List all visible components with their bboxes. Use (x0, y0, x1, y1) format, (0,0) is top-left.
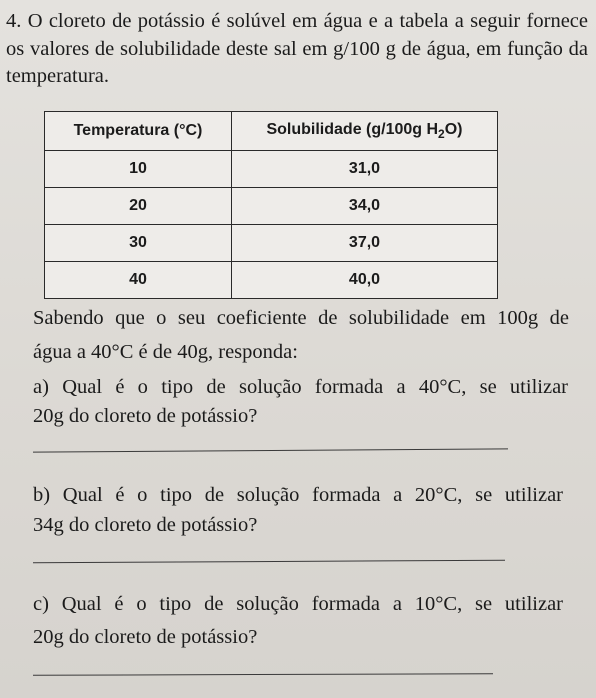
table-header-row (45, 112, 498, 151)
temperature-cell: 30 (45, 225, 232, 262)
table-row (45, 262, 498, 299)
item-a-line-1: a) Qual é o tipo de solução formada a 40°C, se utilizar (33, 376, 568, 398)
solubility-cell: 31,0 (232, 151, 498, 188)
question-intro: 4. O cloreto de potássio é solúvel em água e a tabela a seguir fornece os valores de solubilidade deste sal em g/100 g de água, em função da temperatura. (6, 10, 588, 87)
header-temperature: Temperatura (°C) (45, 112, 232, 151)
item-c-line-1: c) Qual é o tipo de solução formada a 10°C, se utilizar (33, 593, 563, 615)
solubility-cell: 37,0 (232, 225, 498, 262)
table-row (45, 225, 498, 262)
answer-line-c (33, 673, 493, 676)
context-line-1: Sabendo que o seu coeficiente de solubilidade em 100g de (33, 307, 569, 329)
solubility-cell: 34,0 (232, 188, 498, 225)
temperature-cell: 40 (45, 262, 232, 299)
solubility-cell: 40,0 (232, 262, 498, 299)
table-row (45, 151, 498, 188)
temperature-cell: 10 (45, 151, 232, 188)
temperature-cell: 20 (45, 188, 232, 225)
answer-line-a (33, 448, 508, 452)
item-c-line-2: 20g do cloreto de potássio? (33, 626, 258, 648)
table-row (45, 188, 498, 225)
header-solubility: Solubilidade (g/100g $H_2O$) (232, 112, 498, 151)
item-a-line-2: 20g do cloreto de potássio? (33, 405, 258, 427)
context-line-2: água a 40°C é de 40g, responda: (33, 341, 298, 363)
item-b-line-1: b) Qual é o tipo de solução formada a 20°C, se utilizar (33, 484, 563, 506)
solubility-table (44, 111, 498, 299)
item-b-line-2: 34g do cloreto de potássio? (33, 514, 258, 536)
answer-line-b (33, 560, 505, 563)
